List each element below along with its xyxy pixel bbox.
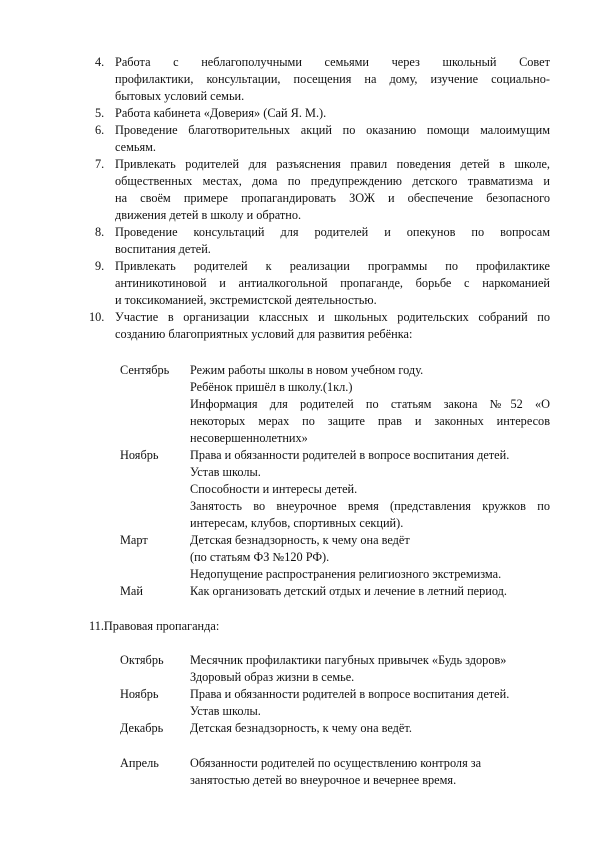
item-7-line-1: Привлекать родителей для разъяснения правил поведения детей в школе,: [115, 157, 550, 171]
item-7-line-4: движения детей в школу и обратно.: [115, 208, 302, 222]
september-line-4: некоторых мерах по защите прав и законных интересов: [190, 414, 550, 428]
item-7-number: 7.: [95, 157, 105, 171]
march-line-3: Недопущение распространения религиозного экстремизма.: [190, 567, 502, 581]
november-line-4: Занятость во внеурочное время (представления кружков по: [190, 499, 550, 513]
item-6-number: 6.: [95, 123, 105, 137]
month-april: Апрель: [120, 756, 159, 770]
october-line-2: Здоровый образ жизни в семье.: [190, 670, 355, 684]
november-2-line-1: Права и обязанности родителей в вопросе воспитания детей.: [190, 687, 510, 701]
item-4-line-1: Работа с неблагополучными семьями через школьный Совет: [115, 55, 550, 69]
item-10-line-2: созданию благоприятных условий для развития ребёнка:: [115, 327, 413, 341]
item-8-line-2: воспитания детей.: [115, 242, 211, 256]
march-line-2: (по статьям ФЗ №120 РФ).: [190, 550, 330, 564]
november-line-1: Права и обязанности родителей в вопросе воспитания детей.: [190, 448, 510, 462]
item-10-number: 10.: [89, 310, 105, 324]
item-5-number: 5.: [95, 106, 105, 120]
may-line-1: Как организовать детский отдых и лечение в летний период.: [190, 584, 507, 598]
item-6-line-1: Проведение благотворительных акций по оказанию помощи малоимущим: [115, 123, 550, 137]
item-6-line-2: семьям.: [115, 140, 156, 154]
month-december: Декабрь: [120, 721, 164, 735]
month-november-2: Ноябрь: [120, 687, 159, 701]
item-9-line-2: антиникотиновой и антиалкогольной пропаганде, борьбе с наркоманией: [115, 276, 550, 290]
november-2-line-2: Устав школы.: [190, 704, 261, 718]
item-8-number: 8.: [95, 225, 105, 239]
item-9-number: 9.: [95, 259, 105, 273]
april-line-1: Обязанности родителей по осуществлению контроля за: [190, 756, 482, 770]
november-line-3: Способности и интересы детей.: [190, 482, 358, 496]
september-line-3: Информация для родителей по статьям закона №52 «О: [190, 397, 550, 411]
month-march: Март: [120, 533, 148, 547]
october-line-1: Месячник профилактики пагубных привычек «Будь здоров»: [190, 653, 507, 667]
item-9-line-3: и токсикоманией, экстремистской деятельностью.: [115, 293, 377, 307]
april-line-2: занятостью детей во внеурочное и вечернее время.: [190, 773, 457, 787]
march-line-1: Детская безнадзорность, к чему она ведёт: [190, 533, 410, 547]
item-7-line-2: общественных местах, дома по предупреждению детского травматизма и: [115, 174, 550, 188]
month-may: Май: [120, 584, 143, 598]
item-9-line-1: Привлекать родителей к реализации программы по профилактике: [115, 259, 550, 273]
item-5-line-1: Работа кабинета «Доверия» (Сай Я. М.).: [115, 106, 327, 120]
november-line-5: интересам, клубов, спортивных секций).: [190, 516, 404, 530]
september-line-5: несовершеннолетних»: [190, 431, 308, 445]
september-line-2: Ребёнок пришёл в школу.(1кл.): [190, 380, 353, 394]
item-10-line-1: Участие в организации классных и школьных родительских собраний по: [115, 310, 550, 324]
item-11-title: 11.Правовая пропаганда:: [89, 619, 220, 633]
item-4-number: 4.: [95, 55, 105, 69]
september-line-1: Режим работы школы в новом учебном году.: [190, 363, 424, 377]
december-line-1: Детская безнадзорность, к чему она ведёт.: [190, 721, 412, 735]
item-7-line-3: на своём примере пропагандировать ЗОЖ и обеспечение безопасного: [115, 191, 550, 205]
item-4-line-2: профилактики, консультации, посещения на дому, изучение социально-: [115, 72, 550, 86]
month-november: Ноябрь: [120, 448, 159, 462]
month-september: Сентябрь: [120, 363, 170, 377]
item-4-line-3: бытовых условий семьи.: [115, 89, 245, 103]
november-line-2: Устав школы.: [190, 465, 261, 479]
item-8-line-1: Проведение консультаций для родителей и опекунов по вопросам: [115, 225, 550, 239]
month-october: Октябрь: [120, 653, 164, 667]
